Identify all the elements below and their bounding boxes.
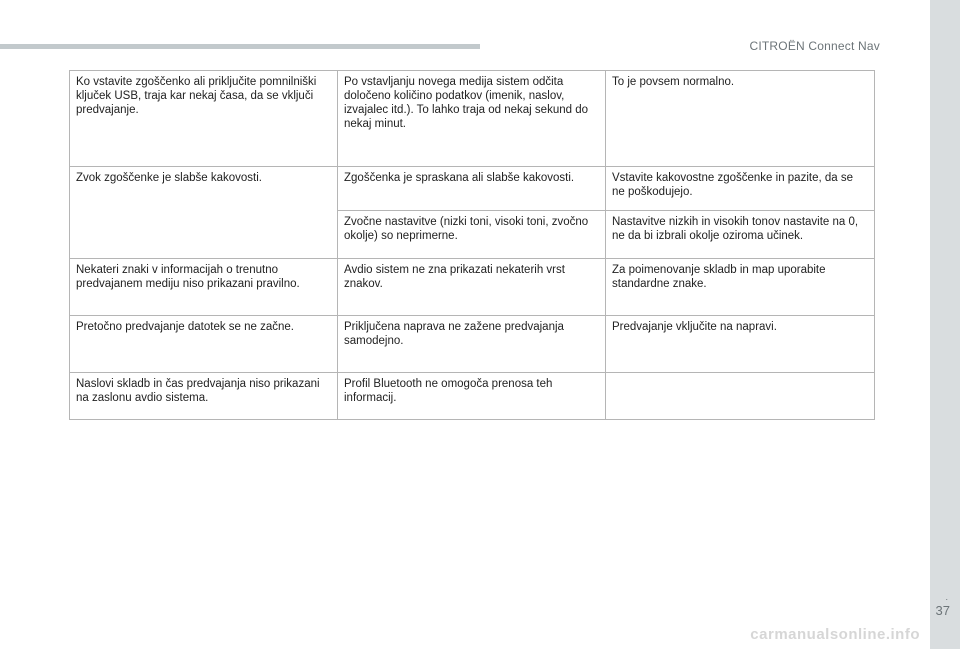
cause-cell: Avdio sistem ne zna prikazati nekaterih vrst znakov. — [338, 259, 606, 316]
cause-cell: Zvočne nastavitve (nizki toni, visoki toni, zvočno okolje) so neprimerne. — [338, 211, 606, 259]
question-cell: Naslovi skladb in čas predvajanja niso prikazani na zaslonu avdio sistema. — [70, 373, 338, 420]
solution-cell: To je povsem normalno. — [606, 71, 875, 167]
solution-cell: Nastavitve nizkih in visokih tonov nastavite na 0, ne da bi izbrali okolje oziroma učinek. — [606, 211, 875, 259]
troubleshooting-table — [69, 70, 875, 420]
table-row — [70, 373, 875, 420]
solution-cell — [606, 373, 875, 420]
watermark-text: carmanualsonline.info — [750, 626, 920, 643]
cause-cell: Profil Bluetooth ne omogoča prenosa teh informacij. — [338, 373, 606, 420]
cause-cell: Priključena naprava ne zažene predvajanja samodejno. — [338, 316, 606, 373]
solution-cell: Vstavite kakovostne zgoščenke in pazite, da se ne poškodujejo. — [606, 167, 875, 211]
table-row — [70, 316, 875, 373]
header-accent-bar — [0, 44, 480, 49]
cause-cell: Zgoščenka je spraskana ali slabše kakovosti. — [338, 167, 606, 211]
table-row — [70, 167, 875, 211]
solution-cell: Za poimenovanje skladb in map uporabite standardne znake. — [606, 259, 875, 316]
page-side-strip — [930, 0, 960, 649]
page-number: 37 — [935, 603, 950, 618]
table-row — [70, 71, 875, 167]
question-cell: Ko vstavite zgoščenko ali priključite pomnilniški ključek USB, traja kar nekaj časa, da se vključi predvajanje. — [70, 71, 338, 167]
page-dot: . — [945, 592, 948, 602]
page-header-title: CITROËN Connect Nav — [749, 39, 880, 53]
solution-cell: Predvajanje vključite na napravi. — [606, 316, 875, 373]
question-cell: Nekateri znaki v informacijah o trenutno predvajanem mediju niso prikazani pravilno. — [70, 259, 338, 316]
table-row — [70, 259, 875, 316]
question-cell: Pretočno predvajanje datotek se ne začne. — [70, 316, 338, 373]
cause-cell: Po vstavljanju novega medija sistem odčita določeno količino podatkov (imenik, naslov, izvajalec itd.). To lahko traja od nekaj sekund do nekaj minut. — [338, 71, 606, 167]
question-cell: Zvok zgoščenke je slabše kakovosti. — [70, 167, 338, 259]
